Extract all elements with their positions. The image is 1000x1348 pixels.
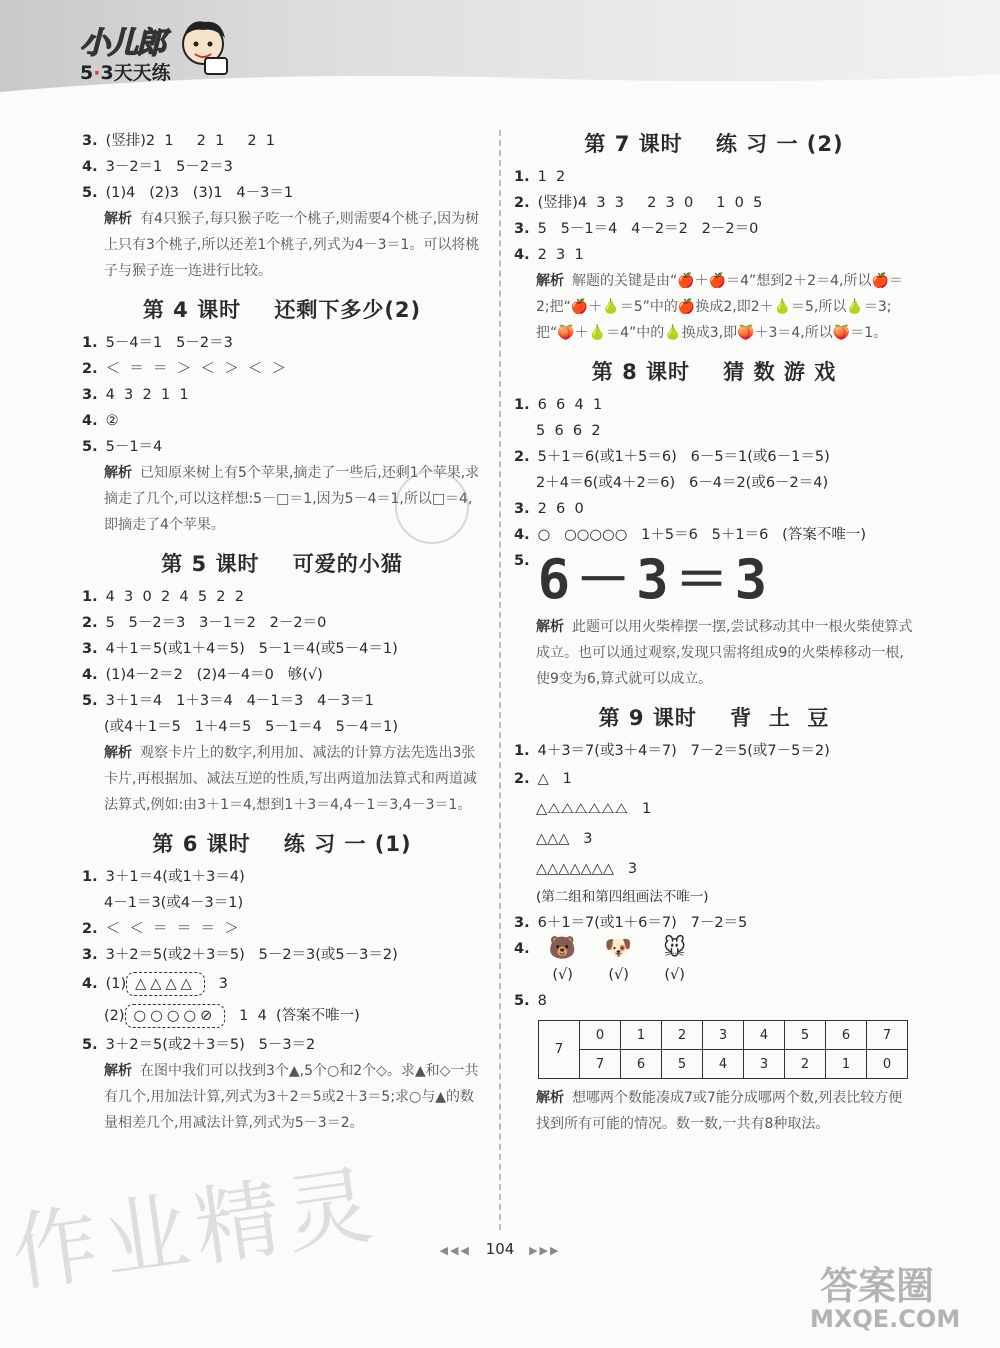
answer-line: 4. ②: [82, 413, 119, 429]
table-cell: 7: [867, 1021, 908, 1050]
answer-line: 4. 🐻 (√) 🐶 (√) 🐭 (√): [514, 936, 914, 988]
left-column: [82, 128, 482, 1136]
table-cell: 1: [621, 1021, 662, 1050]
table-cell: 3: [703, 1021, 744, 1050]
section-title: 第 5 课时 可爱的小猫: [161, 552, 403, 576]
animal-item: 🐻 (√): [544, 936, 582, 988]
bear-icon: 🐻: [548, 936, 577, 961]
section-title: 第 7 课时 练 习 一 (2): [584, 132, 844, 156]
answer-line: 1. 4 3 0 2 4 5 2 2: [82, 589, 244, 605]
table-cell: 6: [826, 1021, 867, 1050]
watermark-site: MXQE.COM: [810, 1305, 961, 1333]
answer-line: 4. (1)4－2＝2 (2)4－4＝0 够(√): [82, 667, 323, 683]
answer-line: 4. ○ ○○○○○ 1＋5＝6 5＋1＝6 (答案不唯一): [514, 527, 866, 543]
table-cell: 3: [744, 1050, 785, 1079]
column-divider: [499, 130, 501, 1230]
logo-title: 小儿郎: [80, 26, 164, 61]
table-cell: 7: [580, 1050, 621, 1079]
mascot-icon: [175, 14, 231, 78]
animal-item: 🐶 (√): [600, 936, 638, 988]
table-cell: 1: [826, 1050, 867, 1079]
table-cell: 4: [744, 1021, 785, 1050]
answer-line: △⧍⧍⧍⧍⧍⧍ 1: [536, 801, 652, 817]
answer-line: (第二组和第四组画法不唯一): [536, 889, 709, 905]
answer-line: 2＋4＝6(或4＋2＝6) 6－4＝2(或6－2＝4): [536, 475, 829, 491]
table-cell: 0: [580, 1021, 621, 1050]
answer-line: 1. 4＋3＝7(或3＋4＝7) 7－2＝5(或7－5＝2): [514, 743, 830, 759]
matchstick-equation: 5. 6－3＝3: [514, 548, 774, 611]
table-cell: 0: [867, 1050, 908, 1079]
answer-line: 4－1＝3(或4－3＝1): [104, 895, 244, 911]
answer-line: 2. 5＋1＝6(或1＋5＝6) 6－5＝1(或6－1＝5): [514, 449, 830, 465]
prev-arrows-icon: ◀◀◀: [439, 1244, 471, 1257]
answer-line: 1. 6 6 4 1: [514, 397, 603, 413]
answer-line: 2. ＜ ＜ ＝ ＝ ＝ ＞: [82, 921, 239, 937]
table-cell: 4: [703, 1050, 744, 1079]
answer-line: △△△ 3: [536, 831, 593, 847]
answer-line: 5. (1)4 (2)3 (3)1 4－3＝1: [82, 185, 294, 201]
analysis-note: 解析 在图中我们可以找到3个▲,5个○和2个◇。求▲和◇一共有几个,用加法计算,列式为3＋2＝5或2＋3＝5;求○与▲的数量相差几个,用减法计算,列式为5－3＝2。: [104, 1063, 479, 1131]
section-title: 第 6 课时 练 习 一 (1): [152, 832, 412, 856]
analysis-note: 解析 有4只猴子,每只猴子吃一个桃子,则需要4个桃子,因为树上只有3个桃子,所以还差1个桃子,列式为4－3＝1。可以将桃子与猴子连一连进行比较。: [104, 211, 480, 279]
page-number-label: 104: [485, 1240, 515, 1258]
answer-line: (或4＋1＝5 1＋4＝5 5－1＝4 5－4＝1): [104, 719, 398, 735]
triangle-group-box: △△△△: [126, 972, 205, 996]
analysis-note: 解析 此题可以用火柴棒摆一摆,尝试移动其中一根火柴使算式成立。也可以通过观察,发现只需将组成9的火柴棒移动一根,使9变为6,算式就可以成立。: [536, 619, 913, 687]
table-cell: 2: [662, 1021, 703, 1050]
answer-line: 1. 1 2: [514, 169, 566, 185]
table-label: 7: [539, 1021, 580, 1079]
answer-line: 5. 8: [514, 993, 547, 1009]
section-title: 第 4 课时 还剩下多少(2): [142, 298, 422, 322]
dog-icon: 🐶: [604, 936, 633, 961]
watermark-left: 作业精灵: [5, 1154, 385, 1306]
animal-item: 🐭 (√): [656, 936, 694, 988]
table-cell: 6: [621, 1050, 662, 1079]
analysis-note: 解析 已知原来树上有5个苹果,摘走了一些后,还剩1个苹果,求摘走了几个,可以这样想:5－□＝1,因为5－4＝1,所以□＝4,即摘走了4个苹果。: [104, 465, 480, 533]
answer-line: 5. 3＋1＝4 1＋3＝4 4－1＝3 4－3＝1: [82, 693, 374, 709]
answer-line: 3. 4＋1＝5(或1＋4＝5) 5－1＝4(或5－4＝1): [82, 641, 398, 657]
answer-line: 3. 2 6 0: [514, 501, 584, 517]
answer-line: 4. 3－2＝1 5－2＝3: [82, 159, 233, 175]
logo-subtitle: 5·3天天练: [80, 62, 171, 84]
circle-group-box: ○○○○⊘: [125, 1004, 226, 1028]
analysis-note: 解析 解题的关键是由“🍎＋🍎＝4”想到2＋2＝4,所以🍎＝2;把“🍎＋🍐＝5”中的🍎换成2,即2＋🍐＝5,所以🍐＝3;把“🍑＋🍐＝4”中的🍐换成3,即🍑＋3＝4,所以🍑＝1。: [536, 273, 903, 341]
answer-line: 4. 2 3 1: [514, 247, 584, 263]
answer-line: 3. 6＋1＝7(或1＋6＝7) 7－2＝5: [514, 915, 748, 931]
right-column: [514, 128, 914, 1137]
split-table: [538, 1020, 908, 1079]
answer-line: 1. 3＋1＝4(或1＋3＝4): [82, 869, 245, 885]
answer-line: 5 6 6 2: [536, 423, 601, 439]
answer-line: 3. 5 5－1＝4 4－2＝2 2－2＝0: [514, 221, 759, 237]
answer-line: 5. 5－1＝4: [82, 439, 163, 455]
next-arrows-icon: ▶▶▶: [529, 1244, 561, 1257]
answer-line: 3. 4 3 2 1 1: [82, 387, 189, 403]
answer-line: 3. (竖排)2 1 2 1 2 1: [82, 133, 276, 149]
table-cell: 2: [785, 1050, 826, 1079]
table-cell: 5: [785, 1021, 826, 1050]
answer-line: 2. △ 1: [514, 771, 572, 787]
answer-line: 3. 3＋2＝5(或2＋3＝5) 5－2＝3(或5－3＝2): [82, 947, 398, 963]
answer-line: 2. ＜ ＝ ＝ ＞ ＜ ＞ ＜ ＞: [82, 361, 287, 377]
table-cell: 5: [662, 1050, 703, 1079]
answer-line: 4. (1) △△△△ 3: [82, 968, 482, 1000]
answer-line: 2. 5 5－2＝3 3－1＝2 2－2＝0: [82, 615, 327, 631]
section-title: 第 8 课时 猜 数 游 戏: [591, 360, 837, 384]
section-title: 第 9 课时 背 土 豆: [598, 706, 830, 730]
mouse-icon: 🐭: [663, 936, 687, 961]
answer-line: 1. 5－4＝1 5－2＝3: [82, 335, 233, 351]
answer-line: △△△△△△△ 3: [536, 861, 638, 877]
animal-choices: [544, 936, 694, 988]
answer-line: 5. 3＋2＝5(或2＋3＝5) 5－3＝2: [82, 1037, 316, 1053]
analysis-note: 解析 想哪两个数能凑成7或7能分成哪两个数,列表比较方便找到所有可能的情况。数一数,一共有8种取法。: [536, 1090, 903, 1132]
analysis-note: 解析 观察卡片上的数字,利用加、减法的计算方法先选出3张卡片,再根据加、减法互逆的性质,写出两道加法算式和两道减法算式,例如:由3＋1＝4,想到1＋3＝4,4－1＝3,4－3＝1。: [104, 745, 477, 813]
answer-line: (2) ○○○○⊘ 1 4 (答案不唯一): [82, 1000, 482, 1032]
stamp-watermark: [395, 470, 469, 544]
answer-line: 2. (竖排)4 3 3 2 3 0 1 0 5: [514, 195, 763, 211]
watermark-right: 答案圈: [820, 1264, 935, 1308]
